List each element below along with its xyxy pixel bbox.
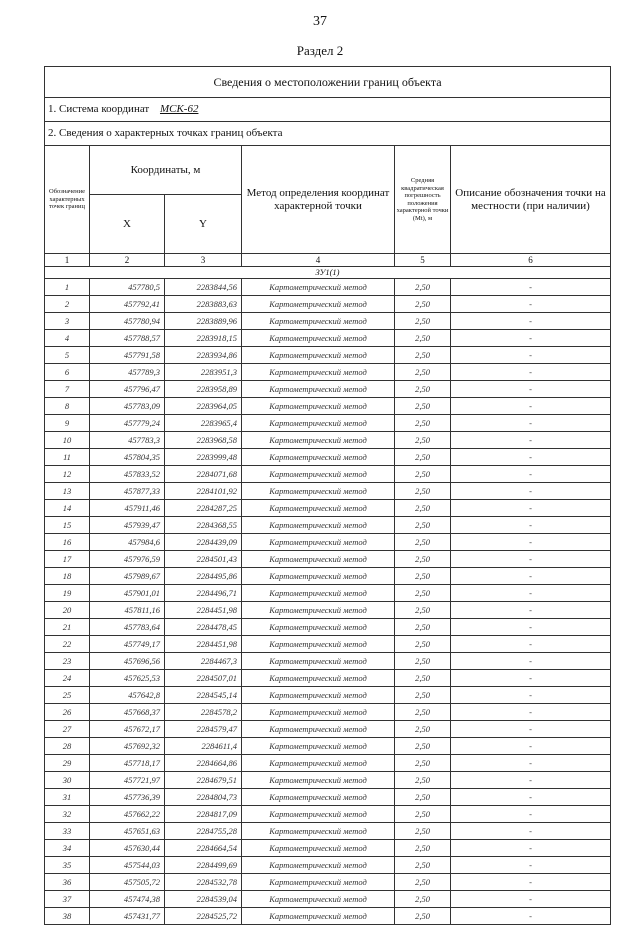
x-coordinate-cell: 457939,47 xyxy=(90,517,165,534)
y-coordinate-cell: 2284611,4 xyxy=(165,738,242,755)
point-number-cell: 12 xyxy=(45,466,90,483)
point-number-cell: 27 xyxy=(45,721,90,738)
y-coordinate-cell: 2284578,2 xyxy=(165,704,242,721)
accuracy-cell: 2,50 xyxy=(395,432,451,449)
point-number-cell: 24 xyxy=(45,670,90,687)
y-coordinate-cell: 2283965,4 xyxy=(165,415,242,432)
description-cell: - xyxy=(451,857,611,874)
y-coordinate-cell: 2283999,48 xyxy=(165,449,242,466)
table-row xyxy=(45,415,611,432)
accuracy-cell: 2,50 xyxy=(395,670,451,687)
table-row xyxy=(45,874,611,891)
table-row xyxy=(45,364,611,381)
table-row xyxy=(45,398,611,415)
description-cell: - xyxy=(451,279,611,296)
table-row xyxy=(45,704,611,721)
method-cell: Картометрический метод xyxy=(242,840,395,857)
method-cell: Картометрический метод xyxy=(242,296,395,313)
table-row xyxy=(45,517,611,534)
x-coordinate-cell: 457431,77 xyxy=(90,908,165,925)
table-row xyxy=(45,347,611,364)
method-cell: Картометрический метод xyxy=(242,279,395,296)
boundary-points-table xyxy=(44,66,611,925)
x-coordinate-cell: 457544,03 xyxy=(90,857,165,874)
table-row xyxy=(45,330,611,347)
x-coordinate-cell: 457662,22 xyxy=(90,806,165,823)
description-cell: - xyxy=(451,296,611,313)
x-coordinate-cell: 457791,58 xyxy=(90,347,165,364)
y-coordinate-cell: 2284755,28 xyxy=(165,823,242,840)
accuracy-cell: 2,50 xyxy=(395,823,451,840)
table-row xyxy=(45,755,611,772)
x-coordinate-cell: 457901,01 xyxy=(90,585,165,602)
coordinate-system-label: 1. Система координат xyxy=(48,103,150,115)
x-coordinate-cell: 457792,41 xyxy=(90,296,165,313)
y-coordinate-cell: 2284525,72 xyxy=(165,908,242,925)
description-cell: - xyxy=(451,908,611,925)
description-cell: - xyxy=(451,840,611,857)
column-number: 5 xyxy=(395,254,451,267)
description-cell: - xyxy=(451,874,611,891)
accuracy-cell: 2,50 xyxy=(395,296,451,313)
x-coordinate-cell: 457780,94 xyxy=(90,313,165,330)
accuracy-cell: 2,50 xyxy=(395,806,451,823)
x-coordinate-cell: 457651,63 xyxy=(90,823,165,840)
method-cell: Картометрический метод xyxy=(242,857,395,874)
points-info-label: 2. Сведения о характерных точках границ объекта xyxy=(45,122,611,146)
description-cell: - xyxy=(451,602,611,619)
table-row xyxy=(45,721,611,738)
x-coordinate-cell: 457877,33 xyxy=(90,483,165,500)
description-cell: - xyxy=(451,534,611,551)
table-row xyxy=(45,823,611,840)
table-row xyxy=(45,789,611,806)
accuracy-cell: 2,50 xyxy=(395,415,451,432)
method-cell: Картометрический метод xyxy=(242,398,395,415)
method-cell: Картометрический метод xyxy=(242,415,395,432)
method-cell: Картометрический метод xyxy=(242,534,395,551)
y-coordinate-cell: 2283951,3 xyxy=(165,364,242,381)
accuracy-cell: 2,50 xyxy=(395,602,451,619)
description-cell: - xyxy=(451,687,611,704)
y-coordinate-cell: 2283958,89 xyxy=(165,381,242,398)
accuracy-cell: 2,50 xyxy=(395,466,451,483)
method-cell: Картометрический метод xyxy=(242,891,395,908)
method-cell: Картометрический метод xyxy=(242,789,395,806)
header-coordinates: Координаты, м xyxy=(90,146,242,195)
table-row xyxy=(45,466,611,483)
x-coordinate-cell: 457811,16 xyxy=(90,602,165,619)
accuracy-cell: 2,50 xyxy=(395,908,451,925)
table-row xyxy=(45,840,611,857)
method-cell: Картометрический метод xyxy=(242,738,395,755)
table-row xyxy=(45,670,611,687)
method-cell: Картометрический метод xyxy=(242,347,395,364)
table-row xyxy=(45,585,611,602)
y-coordinate-cell: 2283964,05 xyxy=(165,398,242,415)
point-number-cell: 21 xyxy=(45,619,90,636)
y-coordinate-cell: 2283889,96 xyxy=(165,313,242,330)
y-coordinate-cell: 2283918,15 xyxy=(165,330,242,347)
y-coordinate-cell: 2284496,71 xyxy=(165,585,242,602)
method-cell: Картометрический метод xyxy=(242,500,395,517)
accuracy-cell: 2,50 xyxy=(395,653,451,670)
column-number: 4 xyxy=(242,254,395,267)
x-coordinate-cell: 457505,72 xyxy=(90,874,165,891)
table-row xyxy=(45,432,611,449)
header-description: Описание обозначения точки на местности (при наличии) xyxy=(451,146,611,254)
y-coordinate-cell: 2284467,3 xyxy=(165,653,242,670)
column-number: 1 xyxy=(45,254,90,267)
y-coordinate-cell: 2284499,69 xyxy=(165,857,242,874)
table-title: Сведения о местоположении границ объекта xyxy=(45,67,611,98)
method-cell: Картометрический метод xyxy=(242,330,395,347)
method-cell: Картометрический метод xyxy=(242,670,395,687)
table-row xyxy=(45,534,611,551)
x-coordinate-cell: 457833,52 xyxy=(90,466,165,483)
accuracy-cell: 2,50 xyxy=(395,636,451,653)
table-row xyxy=(45,483,611,500)
y-coordinate-cell: 2284507,01 xyxy=(165,670,242,687)
table-row xyxy=(45,449,611,466)
table-row xyxy=(45,500,611,517)
description-cell: - xyxy=(451,653,611,670)
method-cell: Картометрический метод xyxy=(242,636,395,653)
x-coordinate-cell: 457625,53 xyxy=(90,670,165,687)
method-cell: Картометрический метод xyxy=(242,568,395,585)
table-row xyxy=(45,653,611,670)
y-coordinate-cell: 2283934,86 xyxy=(165,347,242,364)
accuracy-cell: 2,50 xyxy=(395,483,451,500)
x-coordinate-cell: 457804,35 xyxy=(90,449,165,466)
description-cell: - xyxy=(451,330,611,347)
description-cell: - xyxy=(451,364,611,381)
x-coordinate-cell: 457783,3 xyxy=(90,432,165,449)
point-number-cell: 22 xyxy=(45,636,90,653)
coordinate-system-row xyxy=(45,98,611,122)
table-row xyxy=(45,568,611,585)
y-coordinate-cell: 2283883,63 xyxy=(165,296,242,313)
method-cell: Картометрический метод xyxy=(242,653,395,670)
y-coordinate-cell: 2284451,98 xyxy=(165,636,242,653)
method-cell: Картометрический метод xyxy=(242,585,395,602)
accuracy-cell: 2,50 xyxy=(395,551,451,568)
x-coordinate-cell: 457789,3 xyxy=(90,364,165,381)
accuracy-cell: 2,50 xyxy=(395,721,451,738)
land-plot-label: ЗУ1(1) xyxy=(45,267,611,279)
accuracy-cell: 2,50 xyxy=(395,279,451,296)
method-cell: Картометрический метод xyxy=(242,483,395,500)
description-cell: - xyxy=(451,755,611,772)
point-number-cell: 2 xyxy=(45,296,90,313)
point-number-cell: 32 xyxy=(45,806,90,823)
method-cell: Картометрический метод xyxy=(242,704,395,721)
y-coordinate-cell: 2284368,55 xyxy=(165,517,242,534)
point-number-cell: 3 xyxy=(45,313,90,330)
x-coordinate-cell: 457692,32 xyxy=(90,738,165,755)
y-coordinate-cell: 2284287,25 xyxy=(165,500,242,517)
y-coordinate-cell: 2283968,58 xyxy=(165,432,242,449)
x-coordinate-cell: 457783,64 xyxy=(90,619,165,636)
accuracy-cell: 2,50 xyxy=(395,364,451,381)
accuracy-cell: 2,50 xyxy=(395,619,451,636)
table-row xyxy=(45,619,611,636)
accuracy-cell: 2,50 xyxy=(395,517,451,534)
y-coordinate-cell: 2284817,09 xyxy=(165,806,242,823)
point-number-cell: 38 xyxy=(45,908,90,925)
point-number-cell: 15 xyxy=(45,517,90,534)
accuracy-cell: 2,50 xyxy=(395,534,451,551)
method-cell: Картометрический метод xyxy=(242,687,395,704)
point-number-cell: 33 xyxy=(45,823,90,840)
description-cell: - xyxy=(451,551,611,568)
header-y: Y xyxy=(165,195,242,254)
accuracy-cell: 2,50 xyxy=(395,772,451,789)
point-number-cell: 23 xyxy=(45,653,90,670)
accuracy-cell: 2,50 xyxy=(395,500,451,517)
x-coordinate-cell: 457642,8 xyxy=(90,687,165,704)
point-number-cell: 17 xyxy=(45,551,90,568)
description-cell: - xyxy=(451,313,611,330)
description-cell: - xyxy=(451,517,611,534)
column-number: 3 xyxy=(165,254,242,267)
table-row xyxy=(45,296,611,313)
x-coordinate-cell: 457911,46 xyxy=(90,500,165,517)
y-coordinate-cell: 2284451,98 xyxy=(165,602,242,619)
method-cell: Картометрический метод xyxy=(242,517,395,534)
point-number-cell: 30 xyxy=(45,772,90,789)
y-coordinate-cell: 2284579,47 xyxy=(165,721,242,738)
table-row xyxy=(45,908,611,925)
point-number-cell: 10 xyxy=(45,432,90,449)
table-row xyxy=(45,772,611,789)
method-cell: Картометрический метод xyxy=(242,908,395,925)
table-row xyxy=(45,551,611,568)
x-coordinate-cell: 457796,47 xyxy=(90,381,165,398)
header-accuracy: Средняя квадратическая погрешность положения характерной точки (Mt), м xyxy=(395,146,451,254)
accuracy-cell: 2,50 xyxy=(395,891,451,908)
x-coordinate-cell: 457668,37 xyxy=(90,704,165,721)
method-cell: Картометрический метод xyxy=(242,806,395,823)
accuracy-cell: 2,50 xyxy=(395,568,451,585)
point-number-cell: 6 xyxy=(45,364,90,381)
table-row xyxy=(45,806,611,823)
coordinate-system-value: МСК-62 xyxy=(159,103,199,115)
table-row xyxy=(45,381,611,398)
y-coordinate-cell: 2283844,56 xyxy=(165,279,242,296)
point-number-cell: 9 xyxy=(45,415,90,432)
description-cell: - xyxy=(451,432,611,449)
method-cell: Картометрический метод xyxy=(242,823,395,840)
accuracy-cell: 2,50 xyxy=(395,313,451,330)
method-cell: Картометрический метод xyxy=(242,551,395,568)
accuracy-cell: 2,50 xyxy=(395,398,451,415)
y-coordinate-cell: 2284495,86 xyxy=(165,568,242,585)
description-cell: - xyxy=(451,568,611,585)
accuracy-cell: 2,50 xyxy=(395,347,451,364)
x-coordinate-cell: 457783,09 xyxy=(90,398,165,415)
y-coordinate-cell: 2284501,43 xyxy=(165,551,242,568)
description-cell: - xyxy=(451,823,611,840)
x-coordinate-cell: 457976,59 xyxy=(90,551,165,568)
y-coordinate-cell: 2284478,45 xyxy=(165,619,242,636)
method-cell: Картометрический метод xyxy=(242,755,395,772)
description-cell: - xyxy=(451,789,611,806)
x-coordinate-cell: 457788,57 xyxy=(90,330,165,347)
method-cell: Картометрический метод xyxy=(242,602,395,619)
y-coordinate-cell: 2284439,09 xyxy=(165,534,242,551)
point-number-cell: 36 xyxy=(45,874,90,891)
y-coordinate-cell: 2284539,04 xyxy=(165,891,242,908)
description-cell: - xyxy=(451,398,611,415)
method-cell: Картометрический метод xyxy=(242,772,395,789)
y-coordinate-cell: 2284532,78 xyxy=(165,874,242,891)
description-cell: - xyxy=(451,449,611,466)
method-cell: Картометрический метод xyxy=(242,721,395,738)
table-row xyxy=(45,602,611,619)
description-cell: - xyxy=(451,721,611,738)
accuracy-cell: 2,50 xyxy=(395,330,451,347)
point-number-cell: 1 xyxy=(45,279,90,296)
point-number-cell: 5 xyxy=(45,347,90,364)
column-number: 2 xyxy=(90,254,165,267)
description-cell: - xyxy=(451,500,611,517)
point-number-cell: 25 xyxy=(45,687,90,704)
x-coordinate-cell: 457749,17 xyxy=(90,636,165,653)
method-cell: Картометрический метод xyxy=(242,313,395,330)
accuracy-cell: 2,50 xyxy=(395,585,451,602)
accuracy-cell: 2,50 xyxy=(395,687,451,704)
header-method: Метод определения координат характерной точки xyxy=(242,146,395,254)
point-number-cell: 31 xyxy=(45,789,90,806)
method-cell: Картометрический метод xyxy=(242,364,395,381)
accuracy-cell: 2,50 xyxy=(395,755,451,772)
accuracy-cell: 2,50 xyxy=(395,789,451,806)
accuracy-cell: 2,50 xyxy=(395,449,451,466)
description-cell: - xyxy=(451,585,611,602)
method-cell: Картометрический метод xyxy=(242,619,395,636)
description-cell: - xyxy=(451,415,611,432)
x-coordinate-cell: 457474,38 xyxy=(90,891,165,908)
y-coordinate-cell: 2284071,68 xyxy=(165,466,242,483)
y-coordinate-cell: 2284679,51 xyxy=(165,772,242,789)
accuracy-cell: 2,50 xyxy=(395,381,451,398)
x-coordinate-cell: 457630,44 xyxy=(90,840,165,857)
x-coordinate-cell: 457721,97 xyxy=(90,772,165,789)
column-numbers-row xyxy=(45,254,611,267)
method-cell: Картометрический метод xyxy=(242,449,395,466)
section-title: Раздел 2 xyxy=(296,43,344,58)
accuracy-cell: 2,50 xyxy=(395,874,451,891)
point-number-cell: 16 xyxy=(45,534,90,551)
x-coordinate-cell: 457696,56 xyxy=(90,653,165,670)
point-number-cell: 13 xyxy=(45,483,90,500)
table-row xyxy=(45,636,611,653)
point-number-cell: 11 xyxy=(45,449,90,466)
description-cell: - xyxy=(451,619,611,636)
point-number-cell: 14 xyxy=(45,500,90,517)
x-coordinate-cell: 457984,6 xyxy=(90,534,165,551)
description-cell: - xyxy=(451,381,611,398)
description-cell: - xyxy=(451,738,611,755)
y-coordinate-cell: 2284804,73 xyxy=(165,789,242,806)
point-number-cell: 20 xyxy=(45,602,90,619)
description-cell: - xyxy=(451,704,611,721)
description-cell: - xyxy=(451,466,611,483)
accuracy-cell: 2,50 xyxy=(395,857,451,874)
header-designation: Обозначение характерных точек границ xyxy=(45,146,90,254)
y-coordinate-cell: 2284664,54 xyxy=(165,840,242,857)
accuracy-cell: 2,50 xyxy=(395,704,451,721)
description-cell: - xyxy=(451,636,611,653)
x-coordinate-cell: 457779,24 xyxy=(90,415,165,432)
x-coordinate-cell: 457780,5 xyxy=(90,279,165,296)
method-cell: Картометрический метод xyxy=(242,466,395,483)
description-cell: - xyxy=(451,772,611,789)
description-cell: - xyxy=(451,483,611,500)
point-number-cell: 8 xyxy=(45,398,90,415)
header-x: X xyxy=(90,195,165,254)
point-number-cell: 35 xyxy=(45,857,90,874)
y-coordinate-cell: 2284545,14 xyxy=(165,687,242,704)
description-cell: - xyxy=(451,347,611,364)
table-row xyxy=(45,687,611,704)
table-row xyxy=(45,313,611,330)
point-number-cell: 26 xyxy=(45,704,90,721)
point-number-cell: 37 xyxy=(45,891,90,908)
point-number-cell: 29 xyxy=(45,755,90,772)
page-number: 37 xyxy=(313,14,327,29)
accuracy-cell: 2,50 xyxy=(395,840,451,857)
point-number-cell: 7 xyxy=(45,381,90,398)
description-cell: - xyxy=(451,806,611,823)
table-row xyxy=(45,738,611,755)
column-number: 6 xyxy=(451,254,611,267)
method-cell: Картометрический метод xyxy=(242,381,395,398)
x-coordinate-cell: 457989,67 xyxy=(90,568,165,585)
y-coordinate-cell: 2284101,92 xyxy=(165,483,242,500)
x-coordinate-cell: 457718,17 xyxy=(90,755,165,772)
point-number-cell: 18 xyxy=(45,568,90,585)
description-cell: - xyxy=(451,891,611,908)
table-row xyxy=(45,857,611,874)
y-coordinate-cell: 2284664,86 xyxy=(165,755,242,772)
point-number-cell: 4 xyxy=(45,330,90,347)
point-number-cell: 34 xyxy=(45,840,90,857)
x-coordinate-cell: 457672,17 xyxy=(90,721,165,738)
x-coordinate-cell: 457736,39 xyxy=(90,789,165,806)
point-number-cell: 28 xyxy=(45,738,90,755)
accuracy-cell: 2,50 xyxy=(395,738,451,755)
method-cell: Картометрический метод xyxy=(242,874,395,891)
description-cell: - xyxy=(451,670,611,687)
method-cell: Картометрический метод xyxy=(242,432,395,449)
point-number-cell: 19 xyxy=(45,585,90,602)
table-row xyxy=(45,279,611,296)
